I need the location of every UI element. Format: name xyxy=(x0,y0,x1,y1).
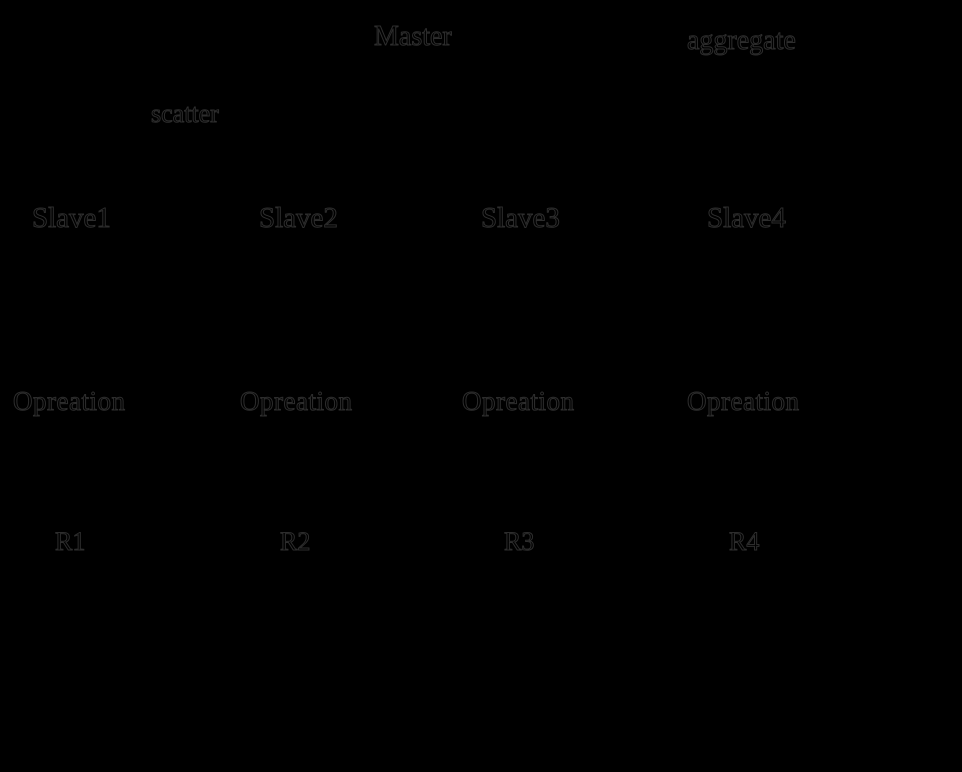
result3-label: R3 xyxy=(504,527,535,556)
result1-label: R1 xyxy=(55,527,86,556)
operation3-label: Opreation xyxy=(462,386,575,416)
aggregate-arrow-3 xyxy=(524,60,746,555)
master-label: Master xyxy=(374,21,452,52)
slave3-label: Slave3 xyxy=(481,202,560,234)
operation1-label: Opreation xyxy=(13,386,126,416)
operation-to-result-arrows xyxy=(75,420,747,524)
operation2-label: Opreation xyxy=(240,386,353,416)
scatter-arrow-2 xyxy=(302,60,415,190)
slave2-label: Slave2 xyxy=(259,202,338,234)
result2-label: R2 xyxy=(280,527,311,556)
aggregate-label: aggregate xyxy=(687,25,796,56)
operation4-label: Opreation xyxy=(687,386,800,416)
slave-to-operation-arrows xyxy=(75,240,747,382)
slave4-label: Slave4 xyxy=(707,202,786,234)
scatter-label: scatter xyxy=(151,99,219,128)
scatter-arrow-4 xyxy=(415,60,747,190)
scatter-arrow-1 xyxy=(75,60,415,190)
scatter-arrow-3 xyxy=(415,60,524,190)
aggregate-arrow-1 xyxy=(75,60,746,555)
aggregate-arrows xyxy=(75,60,747,555)
slave1-label: Slave1 xyxy=(32,202,111,234)
aggregate-arrow-4 xyxy=(746,60,747,555)
result4-label: R4 xyxy=(729,527,760,556)
